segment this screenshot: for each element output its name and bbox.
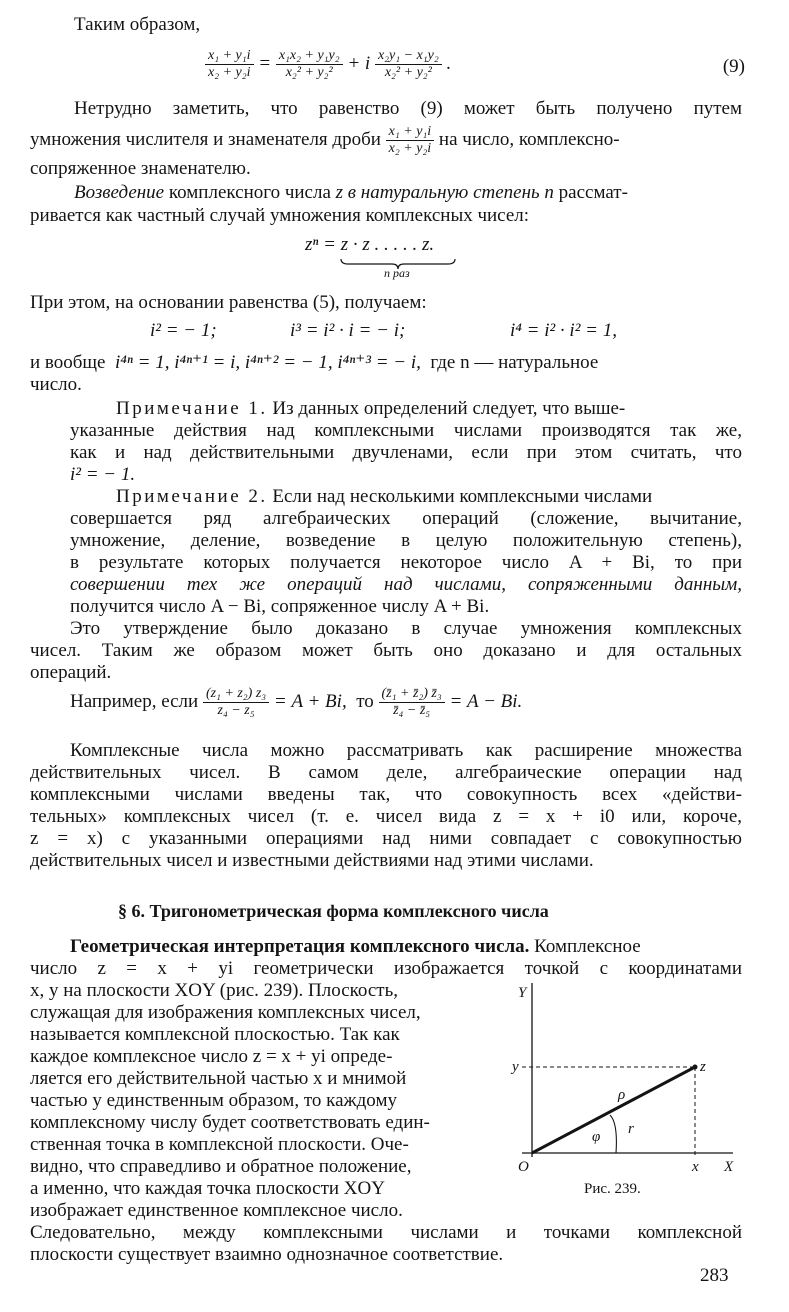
equation-9 <box>205 48 451 81</box>
p7-line-14: Следовательно, между комплексными числами и точками комплексной <box>30 1222 742 1243</box>
equation-9-label: (9) <box>722 56 745 77</box>
p5-line-3: операций. <box>30 662 112 683</box>
phi-arc <box>610 1115 616 1153</box>
eq9-dot: . <box>446 52 452 74</box>
note1-line-3: как и над действительными двучленами, если при этом считать, что <box>70 442 742 463</box>
label-rho: ρ <box>618 1087 626 1103</box>
p7-line-4: служащая для изображения комплексных чисел, <box>30 1002 421 1023</box>
note2-line-2: совершается ряд алгебраических операций (сложение, вычитание, <box>70 508 742 529</box>
note1-line-1: Примечание 1. Из данных определений следует, что выше- <box>116 398 626 419</box>
p6-line-4: тельных» комплексных чисел (т. е. чисел вида z = x + i0 или, короче, <box>30 806 742 827</box>
label-r: r <box>628 1121 634 1137</box>
intro-text: Таким образом, <box>74 14 201 35</box>
note2-line-3: умножение, деление, возведение в целую положительную степень), <box>70 530 742 551</box>
eq9-plus-i: + i <box>347 52 371 74</box>
figure-caption: Рис. 239. <box>584 1181 641 1197</box>
eq9-imag-fraction: $\frac{\text{x₂y₁ − x₁y₂}}{\text{x₂² + y₂²}}$ <box>375 48 442 81</box>
p4-line-1: и вообще i⁴ⁿ = 1, i⁴ⁿ⁺¹ = i, i⁴ⁿ⁺² = − 1, i⁴ⁿ⁺³ = − i, где n — натуральное <box>30 352 599 373</box>
ipow-a: i² = − 1; <box>150 320 217 341</box>
section-title: § 6. Тригонометрическая форма комплексного числа <box>118 901 549 921</box>
p7-line-5: называется комплексной плоскостью. Так как <box>30 1024 400 1045</box>
p7-line-3: x, y на плоскости XOY (рис. 239). Плоскость, <box>30 980 399 1001</box>
p7-lead: Геометрическая интерпретация комплексного числа. <box>70 936 530 957</box>
note1-line-2: указанные действия над комплексными числами производятся так же, <box>70 420 742 441</box>
label-Y: Y <box>518 985 527 1001</box>
point-z <box>693 1065 698 1070</box>
p2-line-1: Возведение комплексного числа z в натуральную степень n рассмат- <box>74 182 628 203</box>
note2-line-1: Примечание 2. Если над несколькими комплексными числами <box>116 486 653 507</box>
p3-line-1: При этом, на основании равенства (5), получаем: <box>30 292 427 313</box>
ipow-c: i⁴ = i² · i² = 1, <box>510 320 617 341</box>
eq9-equals: = <box>258 52 272 74</box>
label-y: y <box>512 1059 519 1075</box>
p7-line-13: изображает единственное комплексное число. <box>30 1200 403 1221</box>
label-O: O <box>518 1159 529 1175</box>
p7-line-9: комплексному числу будет соответствовать един- <box>30 1112 430 1133</box>
label-phi: φ <box>592 1129 601 1145</box>
example-fraction-2: $\frac{\text{(z̄₁ + z̄₂) z̄₃}}{\text{z̄₄ − z̄₅}}$ <box>379 686 445 719</box>
p6-line-6: действительных чисел и известными действиями над этими числами. <box>30 850 594 871</box>
p1-fraction: $\frac{\text{x₁ + y₁i}}{\text{x₂ + y₂i}}$ <box>386 124 435 157</box>
p7-line-12: а именно, что каждая точка плоскости XOY <box>30 1178 385 1199</box>
eq9-real-fraction: $\frac{\text{x₁x₂ + y₁y₂}}{\text{x₂² + y₂²}}$ <box>276 48 343 81</box>
label-x: x <box>692 1159 699 1175</box>
note2-line-5: совершении тех же операций над числами, сопряженными данным, <box>70 574 742 595</box>
p5-line-1: Это утверждение было доказано в случае умножения комплексных <box>70 618 742 639</box>
figure-239 <box>508 975 748 1215</box>
p6-line-2: действительных чисел. В самом деле, алгебраические операции над <box>30 762 742 783</box>
p6-line-3: комплексными числами введены так, что совокупность всех «действи- <box>30 784 742 805</box>
p7-line-7: ляется его действительной частью x и мнимой <box>30 1068 407 1089</box>
p4-line-2: число. <box>30 374 82 395</box>
p7-line-11: видно, что справедливо и обратное положение, <box>30 1156 412 1177</box>
note1-line-4: i² = − 1. <box>70 464 136 485</box>
p2-line-2: ривается как частный случай умножения комплексных чисел: <box>30 205 530 226</box>
example-fraction-1: $\frac{\text{(z₁ + z₂) z₃}}{\text{z₄ − z₅}}$ <box>203 686 269 719</box>
p7-line-6: каждое комплексное число z = x + yi опреде- <box>30 1046 393 1067</box>
note2-line-4: в результате которых получается некоторое число A + Bi, то при <box>70 552 742 573</box>
note1-label: Примечание 1. <box>116 398 268 419</box>
p1-line-1: Нетрудно заметить, что равенство (9) может быть получено путем <box>74 98 742 119</box>
p7-line-10: ственная точка в комплексной плоскости. Оче- <box>30 1134 409 1155</box>
note2-line-6: получится число A − Bi, сопряженное числу A + Bi. <box>70 596 490 617</box>
p1-line-2: умножения числителя и знаменателя дроби $\frac{\text{x₁ + y₁i}}{\text{x₂ + y₂i}}$ на число, комплексно- <box>30 124 620 156</box>
power-equation: zⁿ = z · z . . . . . z. <box>305 234 435 255</box>
ipow-b: i³ = i² · i = − i; <box>290 320 406 341</box>
p7-line-2: число z = x + yi геометрически изображается точкой с координатами <box>30 958 742 979</box>
p6-line-5: z = x) с указанными операциями над ними совпадает с совокупностью <box>30 828 742 849</box>
p5-line-2: чисел. Таким же образом может быть оно доказано и для остальных <box>30 640 742 661</box>
label-z: z <box>700 1059 706 1075</box>
rho-vector <box>532 1067 695 1153</box>
p1-line-3: сопряженное знаменателю. <box>30 158 251 179</box>
p6-line-1: Комплексные числа можно рассматривать как расширение множества <box>70 740 742 761</box>
note2-label: Примечание 2. <box>116 486 268 507</box>
label-X: X <box>724 1159 734 1175</box>
power-under-label: n раз <box>384 266 410 280</box>
eq9-lhs-fraction: $\frac{\text{x₁ + y₁i}}{\text{x₂ + y₂i}}$ <box>205 48 254 81</box>
p7-line-8: частью y единственным образом, то каждому <box>30 1090 397 1111</box>
p7-line-15: плоскости существует взаимно однозначное соответствие. <box>30 1244 504 1265</box>
page-number: 283 <box>700 1265 729 1286</box>
p7-line-1: Геометрическая интерпретация комплексного числа. Комплексное <box>70 936 641 957</box>
example-line: Например, если $\frac{\text{(z₁ + z₂) z₃}}{\text{z₄ − z₅}}$ = A + Bi, то $\frac{\text{(z̄₁ + z̄₂) z̄₃}}{\text{z̄₄ − z̄₅}}$ = A − Bi. <box>70 686 523 718</box>
